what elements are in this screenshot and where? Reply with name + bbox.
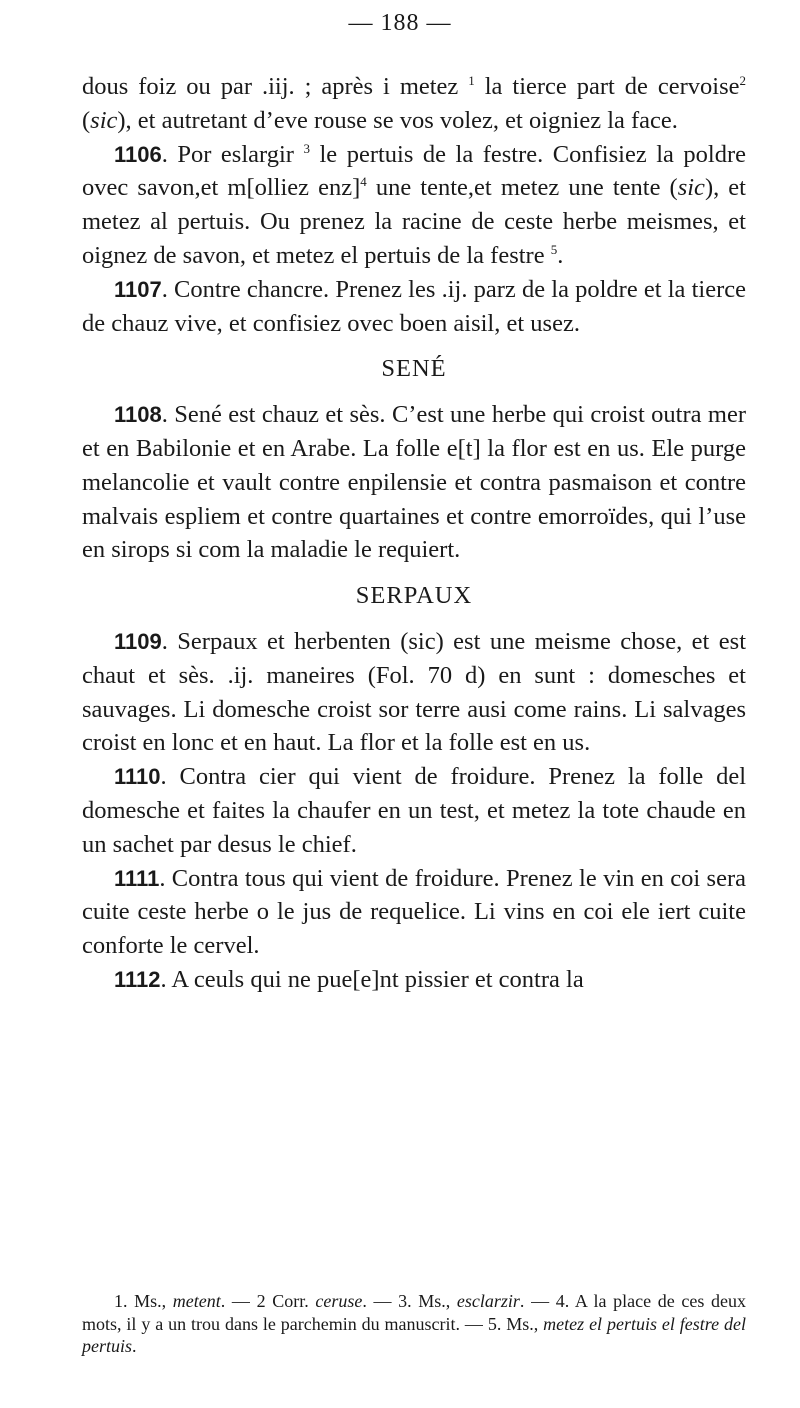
footnote-italic: ceruse xyxy=(315,1291,363,1311)
footnote-text: . — 2 Corr. xyxy=(220,1291,316,1311)
paragraph-1111 xyxy=(82,862,746,963)
text-run: ), et autretant d’eve rouse se vos volez, et oigniez la face. xyxy=(117,106,678,134)
paragraph-1107 xyxy=(82,273,746,341)
footnote-text: . xyxy=(132,1336,137,1356)
text-run: la tierce part de cervoise xyxy=(474,73,740,100)
sic-note: sic xyxy=(677,174,705,202)
paragraph-number: 1110 xyxy=(114,764,161,790)
sic-note: sic xyxy=(90,106,118,134)
page-number: — 188 — xyxy=(348,10,452,36)
footnote-block xyxy=(82,1290,746,1358)
paragraph-number: 1108 xyxy=(114,402,162,428)
paragraph-1108 xyxy=(82,398,746,567)
paragraph-number: 1107 xyxy=(114,276,162,302)
footnotes xyxy=(82,1290,746,1358)
main-text xyxy=(82,70,746,997)
text-run: . A ceuls qui ne pue[e]nt pissier et contra la xyxy=(160,965,584,993)
footnote-text: . — 4. A la place de ces deux mots, il y a un trou dans le parchemin du manuscrit. — 5. Ms., xyxy=(82,1291,746,1334)
footnote-ref: 1 xyxy=(468,72,475,88)
paragraph-1112 xyxy=(82,963,746,997)
text-run: . Contra cier qui vient de froidure. Prenez la folle del domesche et faites la chaufer en un test, et metez la tote chaude en un sachet par desus le chief. xyxy=(82,763,746,858)
footnote-ref: 2 xyxy=(739,72,746,88)
text-run: une tente,et metez une tente ( xyxy=(366,174,678,202)
footnote-italic: metez el pertuis el festre del pertuis xyxy=(82,1313,746,1356)
text-run: . Contre chancre. Prenez les .ij. parz de la poldre et la tierce de chauz vive, et confisiez ovec boen aisil, et usez. xyxy=(82,275,746,337)
footnote-ref: 3 xyxy=(303,140,310,156)
footnote-ref: 4 xyxy=(360,174,367,190)
text-run: . Serpaux et herbenten (sic) est une meisme chose, et est chaut et sès. .ij. maneires (Fol. 70 d) en sunt : domesches et sauvages. Li domesche croist sor terre ausi come rains. Li salvages croist en lonc et en haut. La flor et la folle est en us. xyxy=(82,627,746,757)
section-heading-serpaux: SERPAUX xyxy=(355,582,473,610)
paragraph-number: 1111 xyxy=(114,865,160,891)
paragraph-1109 xyxy=(82,625,746,760)
text-run: . Por eslargir xyxy=(161,140,304,168)
text-run: dous foiz ou par .iij. ; après i metez xyxy=(82,73,469,100)
text-run: . Sené est chauz et sès. C’est une herbe qui croist outra mer et en Babilonie et en Arabe. La folle e[t] la flor est en us. Ele purge melancolie et vault contre enpilensie et contra pasmaison et contre malvais espliem et contre quartaines et contre emorroïdes, qui l’use en sirops si com la maladie le requiert. xyxy=(82,401,746,564)
section-heading-sene: SENÉ xyxy=(381,355,447,383)
text-run: ( xyxy=(82,106,91,134)
text-run: . Contra tous qui vient de froidure. Prenez le vin en coi sera cuite ceste herbe o le jus de requelice. Li vins en coi ele iert cuite conforte le cervel. xyxy=(82,864,746,960)
footnote-text: . — 3. Ms., xyxy=(362,1291,457,1311)
paragraph-1106 xyxy=(82,138,746,273)
paragraph-1110 xyxy=(82,760,746,861)
paragraph-continuation xyxy=(82,70,746,138)
paragraph-number: 1112 xyxy=(114,966,161,992)
footnote-ref: 5 xyxy=(550,241,558,257)
footnote-text: 1. Ms., xyxy=(114,1291,173,1311)
footnote-italic: metent xyxy=(172,1291,221,1311)
text-run: le pertuis de la festre. Confisiez la poldre ovec savon,et m[olliez enz] xyxy=(82,140,746,202)
footnote-italic: esclarzir xyxy=(456,1291,520,1311)
text-run: . xyxy=(557,241,564,269)
paragraph-number: 1109 xyxy=(114,628,162,654)
text-run: ), et metez al pertuis. Ou prenez la racine de ceste herbe meismes, et oignez de savon, et metez el pertuis de la festre xyxy=(82,174,746,269)
paragraph-number: 1106 xyxy=(114,141,162,167)
